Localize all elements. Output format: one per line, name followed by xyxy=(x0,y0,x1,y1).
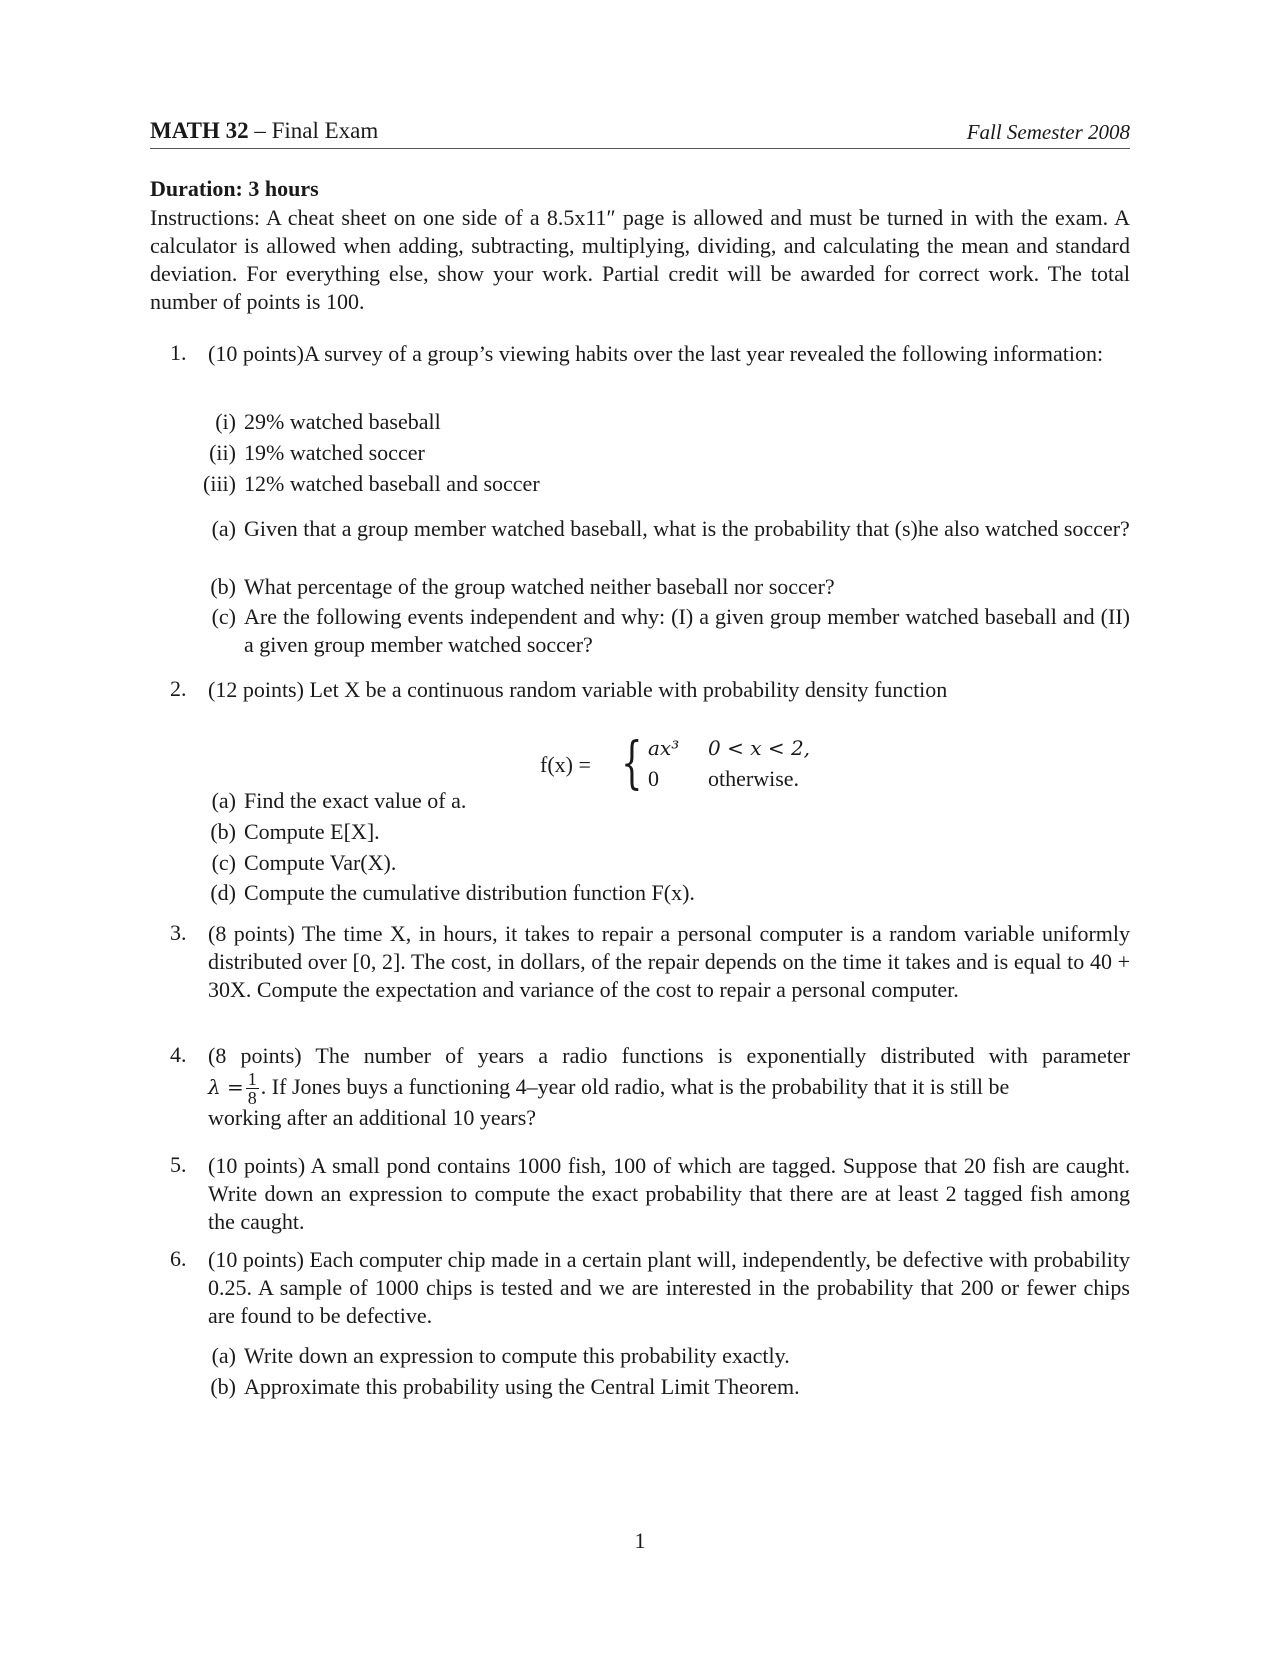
part-label: (b) xyxy=(210,1374,236,1399)
question-text: (8 points) The time X, in hours, it takes to repair a personal computer is a random variable uniformly distributed over [0, 2]. The cost, in dollars, of the repair depends on the time it takes and is equal to 40 + 30X. Compute the expectation and variance of the cost to repair a personal computer. xyxy=(208,921,1130,1002)
question-number: 4. xyxy=(170,1042,187,1067)
part-item xyxy=(211,1342,1130,1370)
fraction xyxy=(246,1070,259,1107)
duration: Duration: 3 hours xyxy=(150,176,319,201)
part-item xyxy=(210,573,1130,601)
question-text: (10 points) Each computer chip made in a certain plant will, independently, be defective with probability 0.25. A sample of 1000 chips is tested and we are interested in the probability that 200 or fewer chips are found to be defective. xyxy=(208,1247,1130,1328)
part-item xyxy=(211,849,1130,877)
part-label: (c) xyxy=(211,850,236,875)
question-text-line1: (8 points) The number of years a radio functions is exponentially distributed with parameter xyxy=(208,1043,1130,1068)
part-text: Compute Var(X). xyxy=(244,850,397,875)
part-text: Given that a group member watched baseball, what is the probability that (s)he also watched soccer? xyxy=(244,516,1130,541)
part-item xyxy=(210,879,1130,907)
part-text: Write down an expression to compute this probability exactly. xyxy=(244,1343,790,1368)
semester: Fall Semester 2008 xyxy=(966,120,1130,144)
instructions: Instructions: A cheat sheet on one side of a 8.5x11″ page is allowed and must be turned in with the exam. A calculator is allowed when adding, subtracting, multiplying, dividing, and calculating the mean and standard deviation. For everything else, show your work. Partial credit will be awarded for correct work. The total number of points is 100. xyxy=(150,205,1130,314)
formula-lhs: f(x) = xyxy=(540,752,591,777)
part-text: Compute E[X]. xyxy=(244,819,380,844)
fact-item xyxy=(215,408,1130,436)
fact-text: 12% watched baseball and soccer xyxy=(244,471,540,496)
fact-item xyxy=(203,470,1130,498)
question-text: (10 points)A survey of a group’s viewing habits over the last year revealed the following information: xyxy=(208,341,1104,366)
part-label: (a) xyxy=(211,1343,236,1368)
fraction-denominator: 8 xyxy=(247,1088,257,1109)
page-header xyxy=(150,118,1130,149)
question-text-continuation: . If Jones buys a functioning 4–year old radio, what is the probability that it is still be xyxy=(260,1074,1010,1099)
page-number: 1 xyxy=(634,1528,646,1553)
part-item xyxy=(211,603,1130,659)
question-number: 2. xyxy=(170,676,187,701)
case1-condition: 0 < x < 2, xyxy=(708,736,811,760)
question-number: 5. xyxy=(170,1152,187,1177)
part-label: (c) xyxy=(211,604,236,629)
part-text: Compute the cumulative distribution function F(x). xyxy=(244,880,695,905)
case1-expression: ax³ xyxy=(648,736,680,760)
case2-expression: 0 xyxy=(648,766,659,791)
part-label: (b) xyxy=(210,574,236,599)
question-text: (12 points) Let X be a continuous random variable with probability density function xyxy=(208,677,948,702)
question-text-line3: working after an additional 10 years? xyxy=(208,1105,537,1130)
part-label: (a) xyxy=(211,516,236,541)
part-label: (d) xyxy=(210,880,236,905)
exam-title xyxy=(150,118,378,144)
fact-label: (iii) xyxy=(203,471,236,496)
fraction-numerator: 1 xyxy=(247,1069,257,1090)
question-number: 3. xyxy=(170,920,187,945)
part-label: (b) xyxy=(210,819,236,844)
question-text-line2 xyxy=(208,1069,1130,1109)
fact-label: (i) xyxy=(215,409,236,434)
question-text: (10 points) A small pond contains 1000 fish, 100 of which are tagged. Suppose that 20 fish are caught. Write down an expression to compute the exact probability that there are at least 2 tagged fish among the caught. xyxy=(208,1153,1130,1234)
course-code: MATH 32 xyxy=(150,118,249,143)
part-text: What percentage of the group watched neither baseball nor soccer? xyxy=(244,574,835,599)
title-dash: – xyxy=(248,118,272,143)
case2-condition: otherwise. xyxy=(708,766,800,791)
part-text: Are the following events independent and why: (I) a given group member watched baseball and (II) a given group member watched soccer? xyxy=(244,604,1130,657)
part-item xyxy=(210,1373,1130,1401)
left-brace-icon: { xyxy=(621,731,643,796)
part-label: (a) xyxy=(211,788,236,813)
part-item xyxy=(210,818,1130,846)
fact-text: 19% watched soccer xyxy=(244,440,425,465)
question-number: 6. xyxy=(170,1246,187,1271)
fact-text: 29% watched baseball xyxy=(244,409,441,434)
part-text: Approximate this probability using the Central Limit Theorem. xyxy=(244,1374,800,1399)
question-text xyxy=(208,1042,1130,1132)
part-text: Find the exact value of a. xyxy=(244,788,467,813)
lambda-symbol: λ = xyxy=(208,1075,244,1099)
part-item xyxy=(211,787,1130,815)
exam-name: Final Exam xyxy=(271,118,379,143)
question-number: 1. xyxy=(170,340,187,365)
fact-label: (ii) xyxy=(209,440,236,465)
part-item xyxy=(211,515,1130,543)
fact-item xyxy=(209,439,1130,467)
